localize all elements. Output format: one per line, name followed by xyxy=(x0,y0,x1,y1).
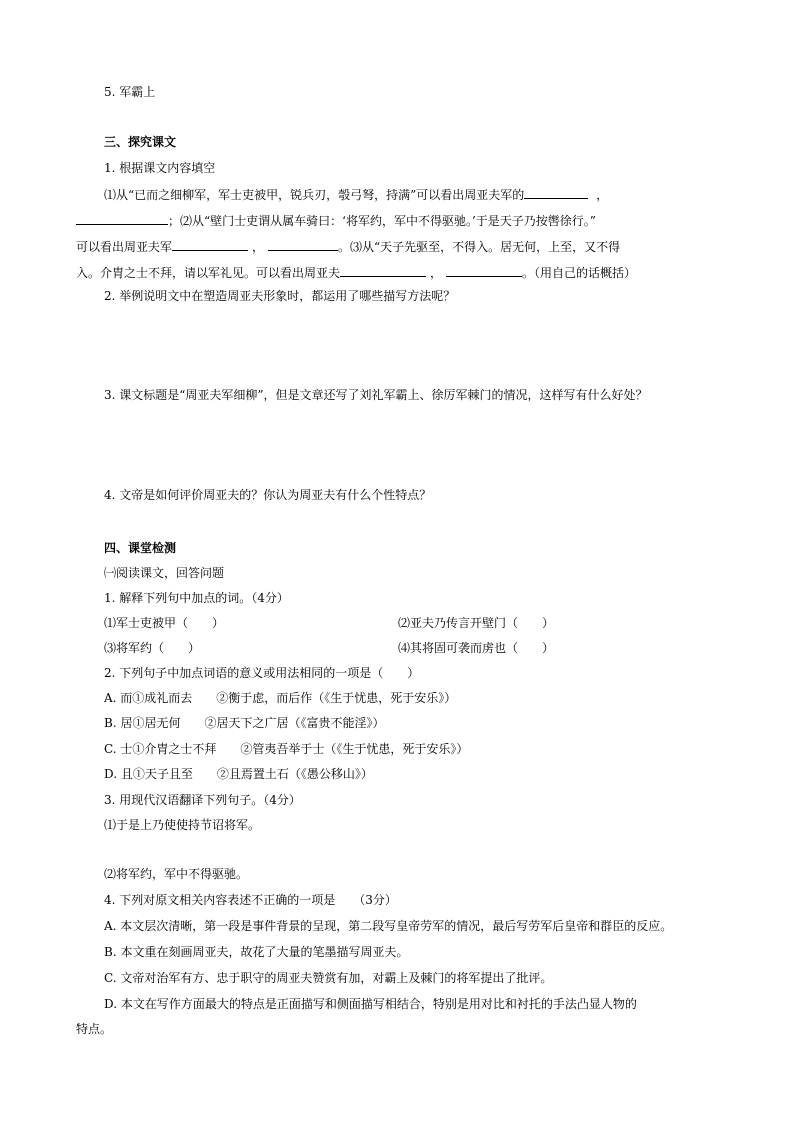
section-4-q2-option-c: C. 士①介胄之士不拜 ②管夷吾举于士（《生于忧患，死于安乐》） xyxy=(104,742,469,756)
section-3-q1-line2 xyxy=(76,212,596,229)
section-3-q4: 4. 文帝是如何评价周亚夫的？你认为周亚夫有什么个性特点？ xyxy=(104,488,432,502)
section-3-q2: 2. 举例说明文中在塑造周亚夫形象时，都运用了哪些描写方法呢？ xyxy=(104,289,456,303)
section-4-q3-a: ⑴于是上乃使使持节诏将军。 xyxy=(104,818,261,832)
section-4-q1-a: ⑴军士吏被甲（ ） xyxy=(104,616,225,630)
section-4-heading: 四、课堂检测 xyxy=(104,541,177,555)
section-4-q1-label: 1. 解释下列句中加点的词。（4分） xyxy=(104,591,289,605)
q1-line4-comma: ， xyxy=(430,266,443,280)
section-4-q1-d: ⑷其将固可袭而虏也（ ） xyxy=(398,641,555,655)
section-3-q3: 3. 课文标题是“周亚夫军细柳”，但是文章还写了刘礼军霸上、徐厉军棘门的情况，这样写有什么好处？ xyxy=(104,388,648,402)
answer-blank-2[interactable] xyxy=(76,212,168,225)
section-4-q4-option-d: D. 本文在写作方面最大的特点是正面描写和侧面描写相结合，特别是用对比和衬托的手法凸显人物的 xyxy=(104,997,637,1011)
section-4-sub1: ㈠阅读课文，回答问题 xyxy=(104,566,225,580)
q1-line4-text: 入。介胄之士不拜，请以军礼见。可以看出周亚夫 xyxy=(76,266,341,280)
section-4-q2-label: 2. 下列句子中加点词语的意义或用法相同的一项是（ ） xyxy=(104,666,420,680)
section-4-q4-option-d-cont: 特点。 xyxy=(76,1022,113,1036)
section-4-q1-b: ⑵亚夫乃传言开壁门（ ） xyxy=(398,616,555,630)
section-3-q1-label: 1. 根据课文内容填空 xyxy=(104,161,216,175)
section-3-q1-line3 xyxy=(76,238,620,255)
section-4-q3-label: 3. 用现代汉语翻译下列句子。（4分） xyxy=(104,793,301,807)
q1-line3-text: 可以看出周亚夫军 xyxy=(76,240,173,254)
answer-blank-1[interactable] xyxy=(524,186,588,199)
section-4-q4-option-a: A. 本文层次清晰，第一段是事件背景的呈现，第二段写皇帝劳军的情况，最后写劳军后皇帝和群臣的反应。 xyxy=(104,919,673,933)
q1-line4-text-c: 。（用自己的话概括） xyxy=(522,266,637,280)
q1-line1-comma: ， xyxy=(596,188,609,202)
section-3-q1-line1 xyxy=(104,186,608,203)
q1-line3-text-c: 。⑶从“天子先驱至，不得入。居无何，上至，又不得 xyxy=(338,240,621,254)
item-5: 5. 军霸上 xyxy=(104,85,156,99)
answer-blank-6[interactable] xyxy=(446,264,522,277)
q1-line2-text: ；⑵从“壁门士吏谓从属车骑曰：‘将军约，军中不得驱驰。’于是天子乃按辔徐行。” xyxy=(168,214,596,228)
section-4-q4-option-b: B. 本文重在刻画周亚夫，故花了大量的笔墨描写周亚夫。 xyxy=(104,945,409,959)
section-4-q3-b: ⑵将军约，军中不得驱驰。 xyxy=(104,867,249,881)
section-4-q2-option-d: D. 且①天子且至 ②且焉置土石（《愚公移山》） xyxy=(104,767,373,781)
section-3-heading: 三、探究课文 xyxy=(104,135,177,149)
section-4-q4-option-c: C. 文帝对治军有方、忠于职守的周亚夫赞赏有加，对霸上及棘门的将军提出了批评。 xyxy=(104,971,553,985)
section-4-q2-option-b: B. 居①居无何 ②居天下之广居（《富贵不能淫》） xyxy=(104,716,385,730)
answer-blank-5[interactable] xyxy=(340,264,426,277)
answer-blank-3[interactable] xyxy=(172,238,248,251)
q1-line1-text: ⑴从“已而之细柳军，军士吏被甲，锐兵刃，彀弓弩，持满”可以看出周亚夫军的 xyxy=(104,188,525,202)
q1-line3-comma: ， xyxy=(252,240,265,254)
section-3-q1-line4 xyxy=(76,264,636,281)
section-4-q4-label: 4. 下列对原文相关内容表述不正确的一项是 （3分） xyxy=(104,893,397,907)
answer-blank-4[interactable] xyxy=(268,238,338,251)
section-4-q1-c: ⑶将军约（ ） xyxy=(104,641,201,655)
section-4-q2-option-a: A. 而①成礼而去 ②衡于虑，而后作（《生于忧患，死于安乐》） xyxy=(104,691,457,705)
